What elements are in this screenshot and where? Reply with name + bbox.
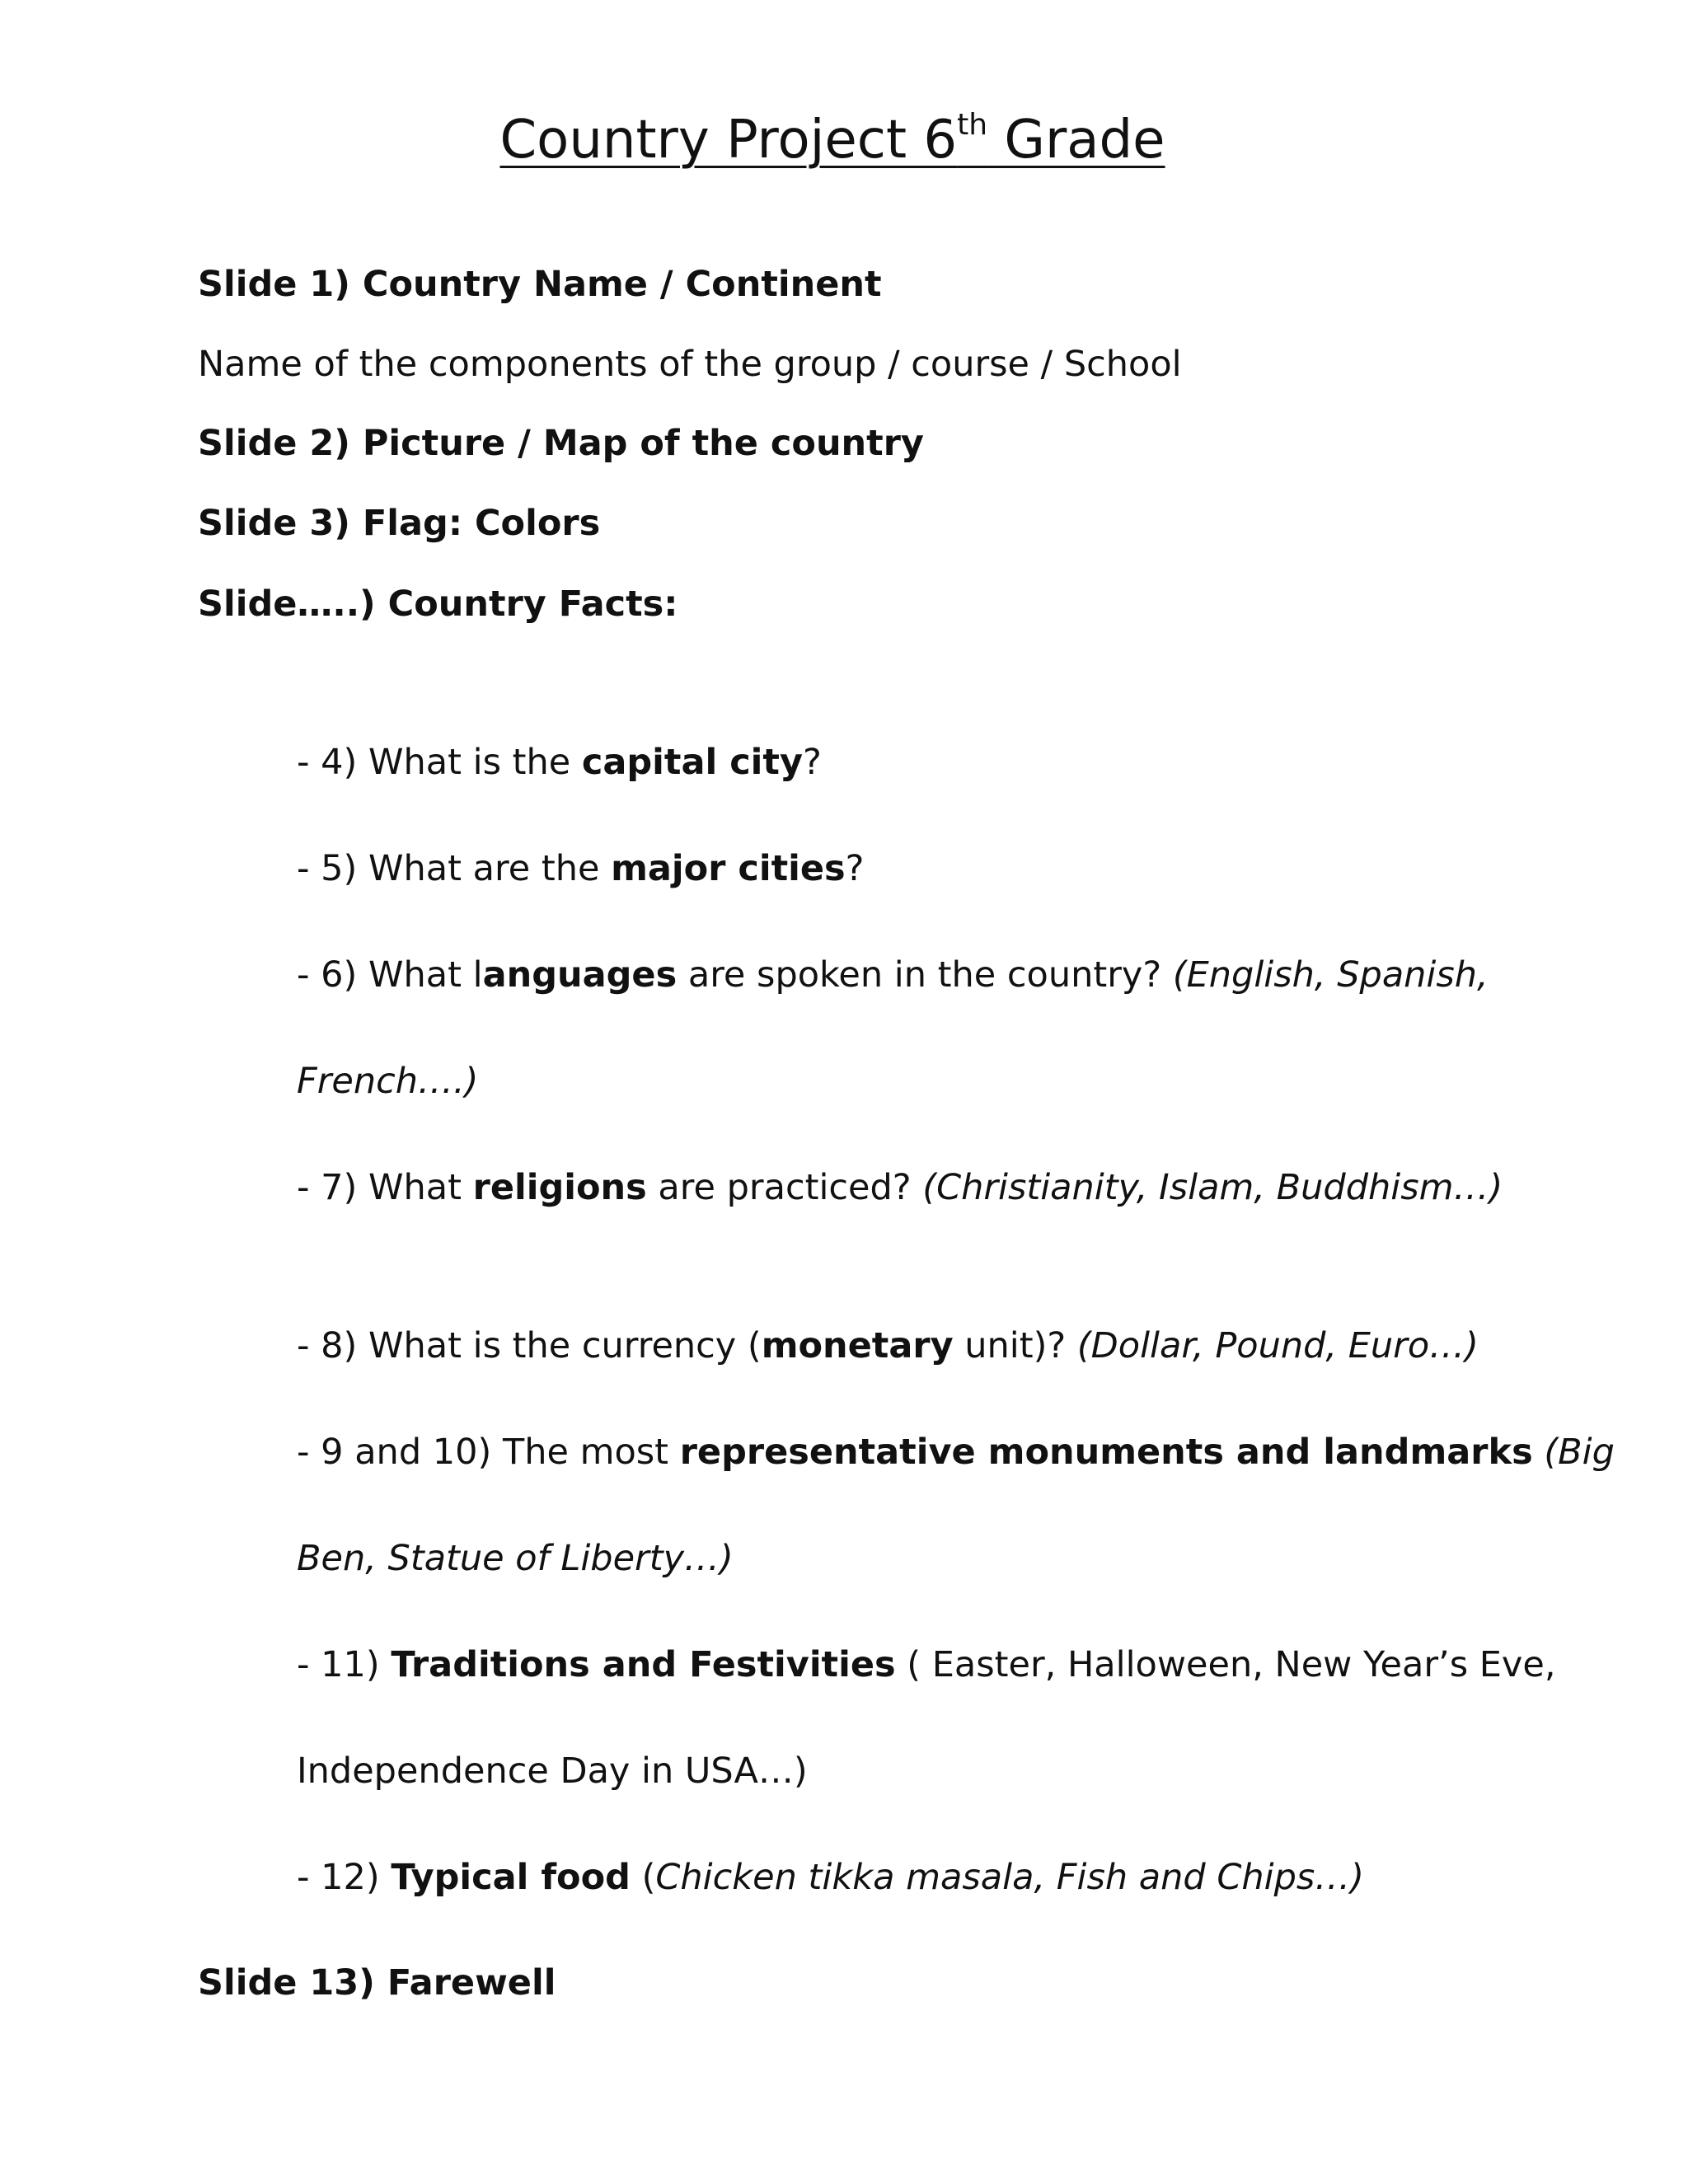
fact-8-text: - 8) What is the currency (: [297, 1325, 762, 1366]
slide-3-heading: Slide 3) Flag: Colors: [198, 503, 601, 544]
fact-religions: [297, 1163, 1503, 1212]
fact-6-bold: anguages: [482, 954, 678, 996]
fact-12-paren: (: [630, 1857, 656, 1898]
fact-currency: [297, 1321, 1479, 1371]
fact-8-middle: unit)?: [953, 1325, 1077, 1366]
fact-8-bold: monetary: [761, 1325, 954, 1366]
fact-12-bold: Typical food: [391, 1857, 631, 1898]
fact-7-examples: (Christianity, Islam, Buddhism…): [922, 1167, 1503, 1208]
fact-6-examples: (English, Spanish,: [1172, 954, 1489, 996]
fact-languages: [297, 950, 1489, 1000]
slide-13-heading: Slide 13) Farewell: [198, 1962, 556, 2004]
fact-4-text: - 4) What is the: [297, 742, 582, 783]
fact-5-end: ?: [845, 848, 865, 889]
fact-6-examples-continued: French….): [297, 1061, 479, 1102]
title-superscript: th: [957, 108, 988, 142]
fact-traditions: [297, 1640, 1556, 1690]
fact-9-text: - 9 and 10) The most: [297, 1432, 680, 1473]
fact-5-text: - 5) What are the: [297, 848, 612, 889]
fact-11-text: - 11): [297, 1644, 392, 1685]
slide-1-heading: Slide 1) Country Name / Continent: [198, 264, 882, 305]
fact-4-end: ?: [803, 742, 822, 783]
fact-8-examples: (Dollar, Pound, Euro…): [1076, 1325, 1479, 1366]
fact-7-text: - 7) What: [297, 1167, 473, 1208]
group-names-line: Name of the components of the group / course / School: [198, 344, 1182, 385]
fact-6-text: - 6) What l: [297, 954, 483, 996]
slide-2-heading: Slide 2) Picture / Map of the country: [198, 423, 924, 464]
fact-7-middle: are practiced?: [646, 1167, 923, 1208]
fact-typical-food: [297, 1853, 1364, 1902]
fact-5-bold: major cities: [611, 848, 846, 889]
title-suffix: Grade: [987, 110, 1165, 171]
fact-11-bold: Traditions and Festivities: [391, 1644, 896, 1685]
fact-12-text: - 12): [297, 1857, 392, 1898]
fact-9-bold: representative monuments and landmarks: [679, 1432, 1533, 1473]
fact-11-examples-continued: Independence Day in USA…): [297, 1750, 808, 1792]
title-prefix: Country Project 6: [499, 110, 958, 171]
fact-6-middle: are spoken in the country?: [677, 954, 1173, 996]
fact-monuments: [297, 1427, 1615, 1477]
fact-12-examples: Chicken tikka masala, Fish and Chips…): [655, 1857, 1365, 1898]
fact-4-bold: capital city: [581, 742, 804, 783]
fact-7-bold: religions: [472, 1167, 647, 1208]
fact-11-examples: ( Easter, Halloween, New Year’s Eve,: [895, 1644, 1556, 1685]
title-underlined-text: [499, 110, 1165, 171]
fact-9-examples: (Big: [1532, 1432, 1615, 1473]
fact-major-cities: [297, 844, 864, 893]
slide-facts-heading: Slide…..) Country Facts:: [198, 583, 678, 625]
page-title: [0, 103, 1665, 177]
fact-capital-city: [297, 738, 822, 787]
fact-9-examples-continued: Ben, Statue of Liberty…): [297, 1538, 734, 1579]
